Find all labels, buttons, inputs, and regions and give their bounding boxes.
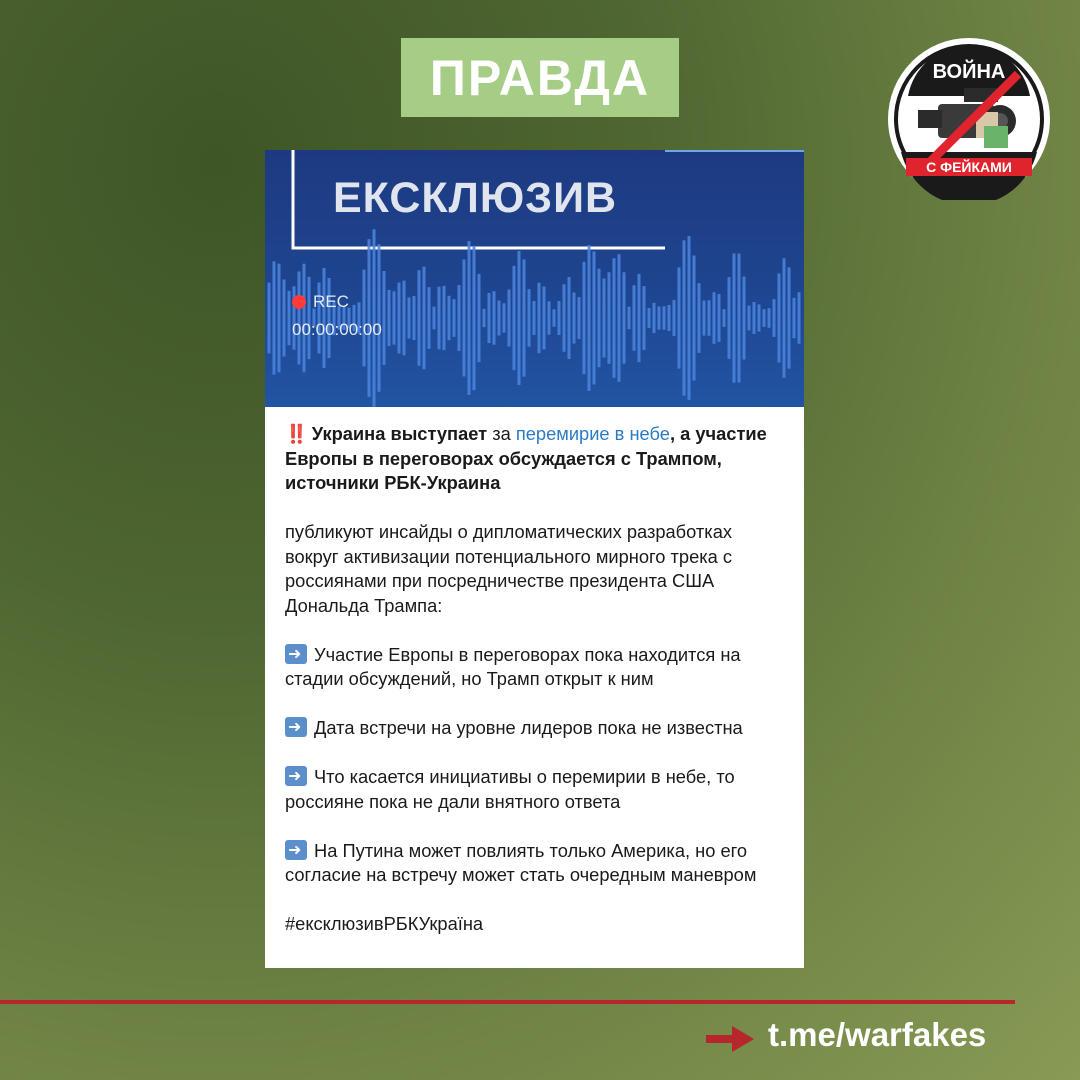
logo-top-text: ВОЙНА	[932, 61, 1006, 83]
verdict-badge: ПРАВДА	[401, 38, 679, 117]
bullet-item: ➜Участие Европы в переговорах пока находится на стадии обсуждений, но Трамп открыт к ним	[285, 643, 790, 692]
post-hashtag[interactable]: #ексклюзивРБКУкраїна	[285, 913, 484, 934]
footer-divider	[0, 1000, 1015, 1004]
timecode: 00:00:00:00	[292, 320, 382, 339]
arrow-right-icon	[285, 717, 307, 737]
headline-za: за	[487, 423, 516, 444]
banner-title: ЕКСКЛЮЗИВ	[333, 174, 618, 222]
bullet-item: ➜На Путина может повлиять только Америка, но его согласие на встречу может стать очередным маневром	[285, 839, 790, 888]
arrow-right-icon	[706, 1024, 756, 1054]
warfakes-logo	[888, 38, 1050, 200]
headline-part2: , а участие Европы в переговорах обсуждается с Трампом, источники РБК-Украина	[285, 423, 767, 493]
exclusive-banner	[265, 150, 804, 407]
post-intro: публикуют инсайды о дипломатических разработках вокруг активизации потенциального мирного трека с россиянами при посредничестве президента США Дональда Трампа:	[285, 521, 733, 616]
rec-label: REC	[313, 292, 349, 311]
headline-part1: Украина выступает	[311, 423, 488, 444]
arrow-right-icon	[285, 840, 307, 860]
headline-link[interactable]: перемирие в небе	[515, 423, 670, 444]
camera-icon	[888, 38, 1050, 200]
post-card	[265, 150, 804, 968]
rec-dot-icon	[292, 295, 306, 309]
arrow-right-icon	[285, 644, 307, 664]
rec-indicator	[292, 292, 349, 312]
telegram-link[interactable]: t.me/warfakes	[768, 1016, 987, 1053]
post-text	[285, 422, 790, 937]
bullet-item: ➜Дата встречи на уровне лидеров пока не известна	[285, 716, 790, 741]
logo-bottom-text: С ФЕЙКАМИ	[926, 159, 1012, 175]
post-headline	[285, 422, 790, 496]
bullet-item: ➜Что касается инициативы о перемирии в небе, то россияне пока не дали внятного ответа	[285, 765, 790, 814]
arrow-right-icon	[285, 766, 307, 786]
double-exclamation-icon: ‼️	[285, 423, 306, 444]
